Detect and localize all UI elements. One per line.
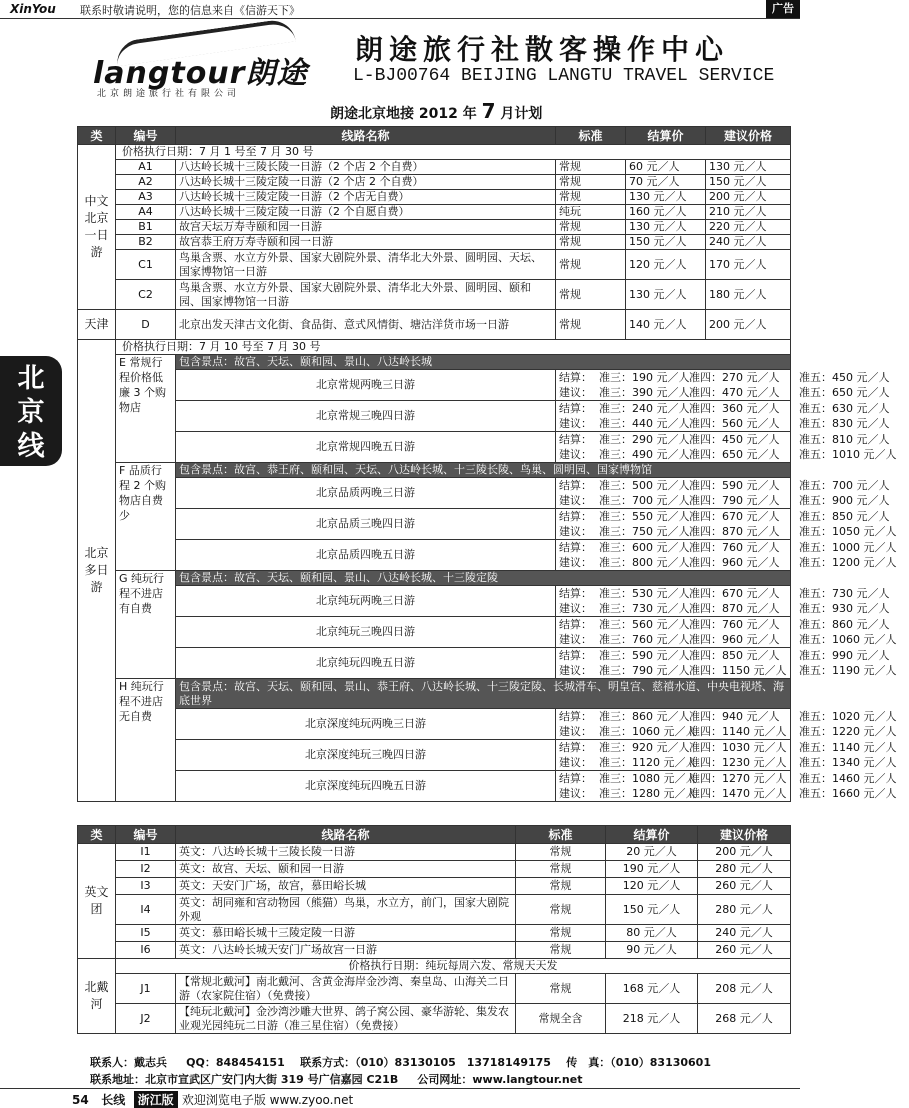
suggest-price: 280 元／人: [698, 895, 791, 925]
route-standard: 常规: [516, 974, 606, 1004]
route-standard: 常规: [516, 844, 606, 861]
suggest-price: 260 元／人: [698, 942, 791, 959]
route-code: I4: [116, 895, 176, 925]
route-name: 北京出发天津古文化街、食品街、意式风情街、塘沽洋货市场一日游: [176, 310, 556, 340]
table-header-row: [78, 826, 791, 844]
plan-title: 朗途北京地接 2012 年 7 月计划: [330, 99, 543, 123]
suggest-price: 200 元／人: [706, 310, 791, 340]
suggest-price: 180 元／人: [706, 280, 791, 310]
route-code: C2: [116, 280, 176, 310]
settle-price: 168 元／人: [606, 974, 698, 1004]
settle-price: 160 元／人: [626, 205, 706, 220]
tour-name: 北京常规四晚五日游: [176, 432, 556, 463]
tour-name: 北京常规三晚四日游: [176, 401, 556, 432]
route-standard: 常规: [556, 280, 626, 310]
route-code: I1: [116, 844, 176, 861]
contact-name: 戴志兵: [134, 1056, 167, 1069]
english-tour-table: [77, 825, 791, 1034]
category-cell: 天津: [78, 310, 116, 340]
route-standard: 常规: [556, 160, 626, 175]
suggest-price-line: 建议： 准三：1120 元／人准四：1230 元／人 准五：1340 元／人: [559, 756, 897, 769]
route-code: B2: [116, 235, 176, 250]
address-line: 联系地址：北京市宣武区广安门内大街 319 号广信嘉园 C21B 公司网址：www.langtour.net: [90, 1073, 583, 1086]
route-name: 鸟巢含票、水立方外景、国家大剧院外景、清华北大外景、圆明园、颐和园、国家博物馆一日游: [176, 280, 556, 310]
settle-price: 130 元／人: [626, 190, 706, 205]
tour-row: [78, 586, 791, 617]
suggest-price-line: 建议： 准三：750 元／人准四：870 元／人 准五：1050 元／人: [559, 525, 897, 538]
suggest-price: 200 元／人: [698, 844, 791, 861]
website-link[interactable]: www.langtour.net: [472, 1073, 583, 1086]
suggest-price-line: 建议： 准三：800 元／人准四：960 元／人 准五：1200 元／人: [559, 556, 897, 569]
route-name: 八达岭长城十三陵定陵一日游（2 个自愿自费）: [176, 205, 556, 220]
suggest-price: 150 元／人: [706, 175, 791, 190]
fax-number: （010）83130601: [610, 1056, 711, 1069]
settle-price: 120 元／人: [606, 878, 698, 895]
route-standard: 常规: [516, 942, 606, 959]
route-name: 英文：八达岭长城天安门广场故宫一日游: [176, 942, 516, 959]
route-name: 八达岭长城十三陵定陵一日游（2 个店无自费）: [176, 190, 556, 205]
tour-prices: [556, 509, 897, 540]
section-tab: 北 京 线: [0, 356, 62, 466]
en-title: L-BJ00764 BEIJING LANGTU TRAVEL SERVICE: [353, 66, 775, 86]
tour-prices: [556, 432, 897, 463]
route-name: 英文：慕田峪长城十三陵定陵一日游: [176, 925, 516, 942]
table-row: [78, 878, 791, 895]
column-header: 编号: [116, 127, 176, 145]
suggest-price: 170 元／人: [706, 250, 791, 280]
category-cell: 英文团: [78, 844, 116, 959]
table-row: [78, 280, 791, 310]
suggest-price-line: 建议： 准三：730 元／人准四：870 元／人 准五：930 元／人: [559, 602, 890, 615]
suggest-price: 240 元／人: [698, 925, 791, 942]
tour-row: [78, 401, 791, 432]
tour-name: 北京品质两晚三日游: [176, 478, 556, 509]
route-standard: 常规: [516, 895, 606, 925]
settle-price-line: 结算： 准三：530 元／人准四：670 元／人 准五：730 元／人: [559, 587, 890, 600]
settle-price: 120 元／人: [626, 250, 706, 280]
tour-name: 北京深度纯玩四晚五日游: [176, 771, 556, 802]
settle-price: 80 元／人: [606, 925, 698, 942]
column-header: 类: [78, 826, 116, 844]
table-row: [78, 895, 791, 925]
column-header: 标准: [556, 127, 626, 145]
settle-price: 150 元／人: [606, 895, 698, 925]
settle-price-line: 结算： 准三：560 元／人准四：760 元／人 准五：860 元／人: [559, 618, 890, 631]
table-row: [78, 190, 791, 205]
route-standard: 常规: [516, 878, 606, 895]
route-code: I3: [116, 878, 176, 895]
scenic-spots: 包含景点：故宫、天坛、颐和园、景山、八达岭长城、十三陵定陵: [176, 571, 791, 586]
column-header: 编号: [116, 826, 176, 844]
route-code: D: [116, 310, 176, 340]
category-cell: 中文北京一日游: [78, 145, 116, 310]
top-bar: [0, 0, 800, 19]
settle-price-line: 结算： 准三：240 元／人准四：360 元／人 准五：630 元／人: [559, 402, 890, 415]
tour-prices: [556, 401, 890, 432]
tour-row: [78, 709, 791, 740]
table-row: [78, 160, 791, 175]
settle-price-line: 结算： 准三：500 元／人准四：590 元／人 准五：700 元／人: [559, 479, 890, 492]
address: 北京市宣武区广安门内大街 319 号广信嘉园 C21B: [145, 1073, 399, 1086]
period-row: [78, 340, 791, 355]
route-standard: 常规: [556, 175, 626, 190]
settle-price: 190 元／人: [606, 861, 698, 878]
tour-prices: [556, 617, 897, 648]
column-header: 标准: [516, 826, 606, 844]
domestic-tour-table: [77, 126, 897, 802]
route-standard: 常规: [556, 235, 626, 250]
route-code: J1: [116, 974, 176, 1004]
table-row: [78, 844, 791, 861]
tour-prices: [556, 370, 890, 401]
route-standard: 常规: [556, 250, 626, 280]
cn-title: 朗途旅行社散客操作中心: [355, 33, 730, 66]
group-description: G 纯玩行程不进店有自费: [116, 571, 176, 679]
route-code: B1: [116, 220, 176, 235]
contact-line: 联系人：戴志兵 QQ：848454151 联系方式：（010）83130105 13718149175 传 真：（010）83130601: [90, 1056, 711, 1069]
table-row: [78, 205, 791, 220]
period-label: 价格执行日期：7 月 1 号至 7 月 30 号: [116, 145, 791, 160]
settle-price-line: 结算： 准三：860 元／人准四：940 元／人 准五：1020 元／人: [559, 710, 897, 723]
settle-price: 150 元／人: [626, 235, 706, 250]
scenic-row: [78, 463, 791, 478]
settle-price: 70 元／人: [626, 175, 706, 190]
table-row: [78, 175, 791, 190]
brand-logo: [85, 26, 345, 99]
table-row: [78, 974, 791, 1004]
settle-price: 130 元／人: [626, 220, 706, 235]
route-code: A1: [116, 160, 176, 175]
route-standard: 纯玩: [556, 205, 626, 220]
tour-row: [78, 478, 791, 509]
tour-name: 北京深度纯玩三晚四日游: [176, 740, 556, 771]
tour-row: [78, 432, 791, 463]
suggest-price-line: 建议： 准三：1280 元／人准四：1470 元／人 准五：1660 元／人: [559, 787, 897, 800]
tour-row: [78, 540, 791, 571]
period-label: 价格执行日期：7 月 10 号至 7 月 30 号: [116, 340, 791, 355]
tour-name: 北京深度纯玩两晚三日游: [176, 709, 556, 740]
category-cell: 北京多日游: [78, 340, 116, 802]
column-header: 线路名称: [176, 127, 556, 145]
suggest-price: 200 元／人: [706, 190, 791, 205]
tour-prices: [556, 771, 897, 802]
suggest-price: 220 元／人: [706, 220, 791, 235]
ad-label: 广告: [766, 0, 800, 18]
settle-price-line: 结算： 准三：920 元／人准四：1030 元／人 准五：1140 元／人: [559, 741, 897, 754]
settle-price: 60 元／人: [626, 160, 706, 175]
suggest-price-line: 建议： 准三：490 元／人准四：650 元／人 准五：1010 元／人: [559, 448, 897, 461]
suggest-price-line: 建议： 准三：440 元／人准四：560 元／人 准五：830 元／人: [559, 417, 890, 430]
route-name: 英文：胡同雍和宫动物园（熊猫）鸟巢，水立方，前门，国家大剧院外观: [176, 895, 516, 925]
route-name: 英文：八达岭长城十三陵长陵一日游: [176, 844, 516, 861]
period-row: [78, 145, 791, 160]
suggest-price: 130 元／人: [706, 160, 791, 175]
group-description: F 品质行程 2 个购物店自费少: [116, 463, 176, 571]
route-name: 鸟巢含票、水立方外景、国家大剧院外景、清华北大外景、圆明园、天坛、国家博物馆一日游: [176, 250, 556, 280]
suggest-price-line: 建议： 准三：790 元／人准四：1150 元／人 准五：1190 元／人: [559, 664, 897, 677]
route-code: I6: [116, 942, 176, 959]
route-standard: 常规: [556, 310, 626, 340]
tour-row: [78, 740, 791, 771]
tour-prices: [556, 540, 897, 571]
column-header: 线路名称: [176, 826, 516, 844]
tour-prices: [556, 478, 890, 509]
route-code: A4: [116, 205, 176, 220]
route-standard: 常规: [516, 925, 606, 942]
qq-number: 848454151: [215, 1056, 285, 1069]
tour-name: 北京纯玩三晚四日游: [176, 617, 556, 648]
scenic-spots: 包含景点：故宫、恭王府、颐和园、天坛、八达岭长城、十三陵长陵、鸟巢、圆明园、国家博物馆: [176, 463, 791, 478]
route-name: 英文：天安门广场，故宫，慕田峪长城: [176, 878, 516, 895]
route-name: 【常规北戴河】南北戴河、含黄金海岸金沙湾、秦皇岛、山海关二日游（农家院住宿）（免费接）: [176, 974, 516, 1004]
page-footer: [0, 1088, 800, 1108]
settle-price-line: 结算： 准三：1080 元／人准四：1270 元／人 准五：1460 元／人: [559, 772, 897, 785]
column-header: 建议价格: [706, 127, 791, 145]
route-code: A3: [116, 190, 176, 205]
table-row: [78, 925, 791, 942]
group-description: H 纯玩行程不进店无自费: [116, 679, 176, 802]
scenic-row: [78, 679, 791, 709]
table-row: [78, 235, 791, 250]
page-number-info: 54 长线 浙江版 欢迎浏览电子版 www.zyoo.net: [72, 1093, 354, 1107]
route-name: 【纯玩北戴河】金沙湾沙雕大世界、鸽子窝公园、豪华游轮、集发农业观光园纯玩二日游（准三星住宿）（免费接）: [176, 1004, 516, 1034]
magazine-logo: XinYou: [10, 2, 56, 16]
route-code: I2: [116, 861, 176, 878]
suggest-price: 210 元／人: [706, 205, 791, 220]
tour-row: [78, 509, 791, 540]
column-header: 结算价: [606, 826, 698, 844]
tour-name: 北京品质三晚四日游: [176, 509, 556, 540]
tour-name: 北京品质四晚五日游: [176, 540, 556, 571]
suggest-price: 260 元／人: [698, 878, 791, 895]
table-row: [78, 942, 791, 959]
suggest-price-line: 建议： 准三：760 元／人准四：960 元／人 准五：1060 元／人: [559, 633, 897, 646]
table-row: [78, 1004, 791, 1034]
route-standard: 常规: [516, 861, 606, 878]
route-name: 故宫天坛万寿寺颐和园一日游: [176, 220, 556, 235]
route-code: A2: [116, 175, 176, 190]
table-row: [78, 310, 791, 340]
tour-name: 北京纯玩四晚五日游: [176, 648, 556, 679]
settle-price: 130 元／人: [626, 280, 706, 310]
scenic-row: [78, 571, 791, 586]
column-header: 建议价格: [698, 826, 791, 844]
settle-price-line: 结算： 准三：190 元／人准四：270 元／人 准五：450 元／人: [559, 371, 890, 384]
column-header: 类: [78, 127, 116, 145]
table-header-row: [78, 127, 791, 145]
settle-price: 90 元／人: [606, 942, 698, 959]
tour-prices: [556, 586, 890, 617]
route-name: 八达岭长城十三陵定陵一日游（2 个店 2 个自费）: [176, 175, 556, 190]
tour-prices: [556, 648, 897, 679]
table-row: [78, 220, 791, 235]
tour-row: [78, 648, 791, 679]
scenic-row: [78, 355, 791, 370]
route-name: 八达岭长城十三陵长陵一日游（2 个店 2 个自费）: [176, 160, 556, 175]
route-code: I5: [116, 925, 176, 942]
table-row: [78, 861, 791, 878]
suggest-price-line: 建议： 准三：390 元／人准四：470 元／人 准五：650 元／人: [559, 386, 890, 399]
route-name: 英文：故宫、天坛、颐和园一日游: [176, 861, 516, 878]
tour-row: [78, 771, 791, 802]
suggest-price: 268 元／人: [698, 1004, 791, 1034]
suggest-price-line: 建议： 准三：1060 元／人准四：1140 元／人 准五：1220 元／人: [559, 725, 897, 738]
brand-name: langtour朗途: [93, 56, 308, 91]
route-standard: 常规全含: [516, 1004, 606, 1034]
route-code: J2: [116, 1004, 176, 1034]
settle-price: 140 元／人: [626, 310, 706, 340]
settle-price: 218 元／人: [606, 1004, 698, 1034]
settle-price: 20 元／人: [606, 844, 698, 861]
scenic-spots: 包含景点：故宫、天坛、颐和园、景山、恭王府、八达岭长城、十三陵定陵、长城滑车、明皇宫、慈禧水道、中央电视塔、海底世界: [176, 679, 791, 709]
suggest-price: 208 元／人: [698, 974, 791, 1004]
group-description: E 常规行程价格低廉 3 个购物店: [116, 355, 176, 463]
tour-row: [78, 370, 791, 401]
suggest-price-line: 建议： 准三：700 元／人准四：790 元／人 准五：900 元／人: [559, 494, 890, 507]
phone-number: （010）83130105 13718149175: [355, 1056, 551, 1069]
tour-name: 北京纯玩两晚三日游: [176, 586, 556, 617]
route-name: 故宫恭王府万寿寺颐和园一日游: [176, 235, 556, 250]
contact-notice: 联系时敬请说明，您的信息来自《信游天下》: [80, 4, 300, 17]
settle-price-line: 结算： 准三：600 元／人准四：760 元／人 准五：1000 元／人: [559, 541, 897, 554]
settle-price-line: 结算： 准三：550 元／人准四：670 元／人 准五：850 元／人: [559, 510, 890, 523]
route-code: C1: [116, 250, 176, 280]
page-header: [75, 22, 790, 122]
period-label: 价格执行日期：纯玩每周六发、常规天天发: [116, 959, 791, 974]
settle-price-line: 结算： 准三：590 元／人准四：850 元／人 准五：990 元／人: [559, 649, 890, 662]
route-standard: 常规: [556, 190, 626, 205]
tour-name: 北京常规两晚三日游: [176, 370, 556, 401]
suggest-price: 280 元／人: [698, 861, 791, 878]
tour-row: [78, 617, 791, 648]
route-standard: 常规: [556, 220, 626, 235]
settle-price-line: 结算： 准三：290 元／人准四：450 元／人 准五：810 元／人: [559, 433, 890, 446]
table-row: [78, 250, 791, 280]
suggest-price: 240 元／人: [706, 235, 791, 250]
tour-prices: [556, 709, 897, 740]
tour-prices: [556, 740, 897, 771]
category-cell: 北戴河: [78, 959, 116, 1034]
scenic-spots: 包含景点：故宫、天坛、颐和园、景山、八达岭长城: [176, 355, 791, 370]
column-header: 结算价: [626, 127, 706, 145]
period-row: [78, 959, 791, 974]
brand-subtitle: 北京朗途旅行社有限公司: [97, 89, 241, 99]
